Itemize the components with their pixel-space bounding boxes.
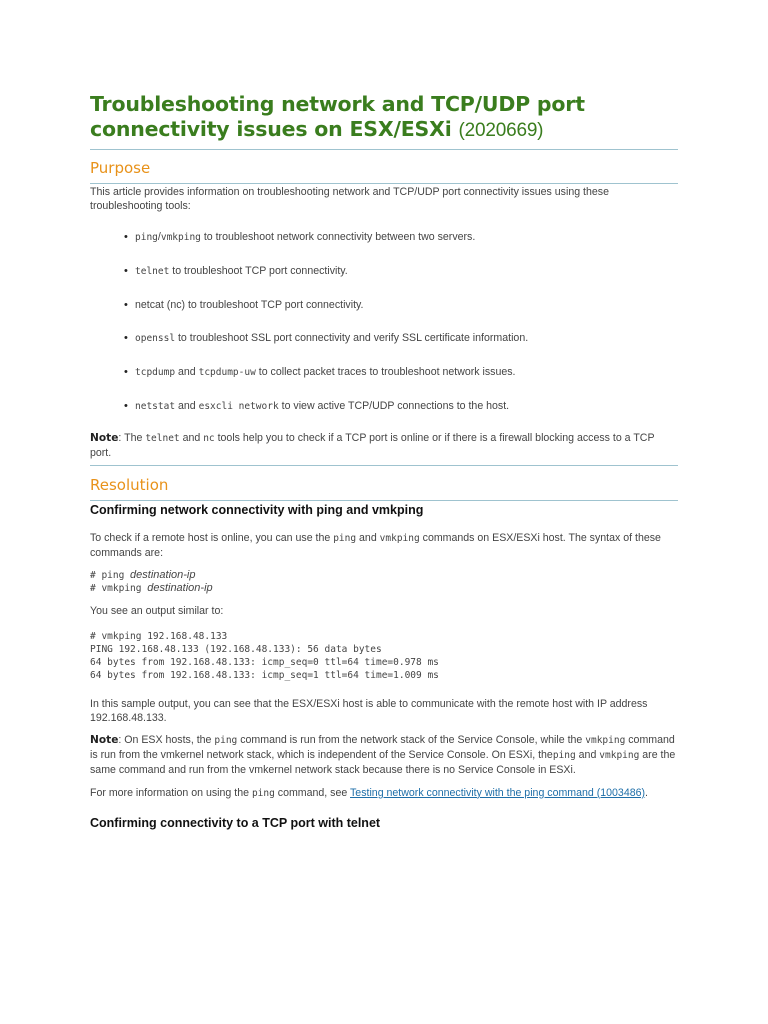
- output-intro: You see an output similar to:: [90, 604, 224, 617]
- article-id: (2020669): [458, 120, 544, 141]
- ping-intro: To check if a remote host is online, you can use the ping and vmkping commands on ESX/ESXi host. The syntax of these commands are:: [90, 532, 661, 559]
- list-item: • ping/vmkping to troubleshoot network connectivity between two servers.: [90, 230, 678, 245]
- list-item: • netstat and esxcli network to view active TCP/UDP connections to the host.: [90, 399, 678, 414]
- purpose-divider: [90, 183, 678, 184]
- output-block: # vmkping 192.168.48.133 PING 192.168.48.133 (192.168.48.133): 56 data bytes 64 bytes from 192.168.48.133: icmp_seq=0 ttl=64 time=0.978 ms 64 bytes from 192.168.48.133: icmp_seq=1 ttl=64 time=1.009 ms: [90, 630, 439, 682]
- purpose-heading: Purpose: [90, 159, 151, 177]
- ping-note: Note: On ESX hosts, the ping command is run from the network stack of the Service Console, while the vmkping command is run from the vmkernel network stack, which is independent of the Service Console. On ESXi, theping and vmkping are the same command and run from the vmkernel network stack because there is no Service Console in ESXi.: [90, 733, 676, 776]
- article-title-text: Troubleshooting network and TCP/UDP port connectivity issues on ESX/ESXi: [90, 92, 585, 141]
- resolution-divider: [90, 500, 678, 501]
- list-item: • telnet to troubleshoot TCP port connectivity.: [90, 264, 678, 279]
- more-info: For more information on using the ping command, see Testing network connectivity with the ping command (1003486).: [90, 786, 648, 799]
- purpose-note: Note: The telnet and nc tools help you to check if a TCP port is online or if there is a firewall blocking access to a TCP port.: [90, 432, 655, 459]
- syntax-block: # ping destination-ip # vmkping destination-ip: [90, 569, 213, 595]
- tools-list: [90, 230, 678, 414]
- section-heading-telnet: Confirming connectivity to a TCP port with telnet: [90, 815, 381, 830]
- resolution-heading: Resolution: [90, 476, 169, 494]
- article-title: [90, 92, 678, 143]
- kb-link-ping-command[interactable]: Testing network connectivity with the ping command (1003486): [350, 786, 646, 799]
- sample-output-text: In this sample output, you can see that the ESX/ESXi host is able to communicate with the remote host with IP address 192.168.48.133.: [90, 697, 648, 724]
- section-heading-ping: Confirming network connectivity with ping and vmkping: [90, 503, 424, 517]
- note-divider: [90, 465, 678, 466]
- article-body: [90, 92, 678, 831]
- list-item: • tcpdump and tcpdump-uw to collect packet traces to troubleshoot network issues.: [90, 365, 678, 380]
- list-item: • openssl to troubleshoot SSL port connectivity and verify SSL certificate information.: [90, 331, 678, 346]
- purpose-intro: This article provides information on troubleshooting network and TCP/UDP port connectivity issues using these troubleshooting tools:: [90, 186, 609, 212]
- title-divider: [90, 149, 678, 150]
- list-item: • netcat (nc) to troubleshoot TCP port connectivity.: [90, 298, 678, 312]
